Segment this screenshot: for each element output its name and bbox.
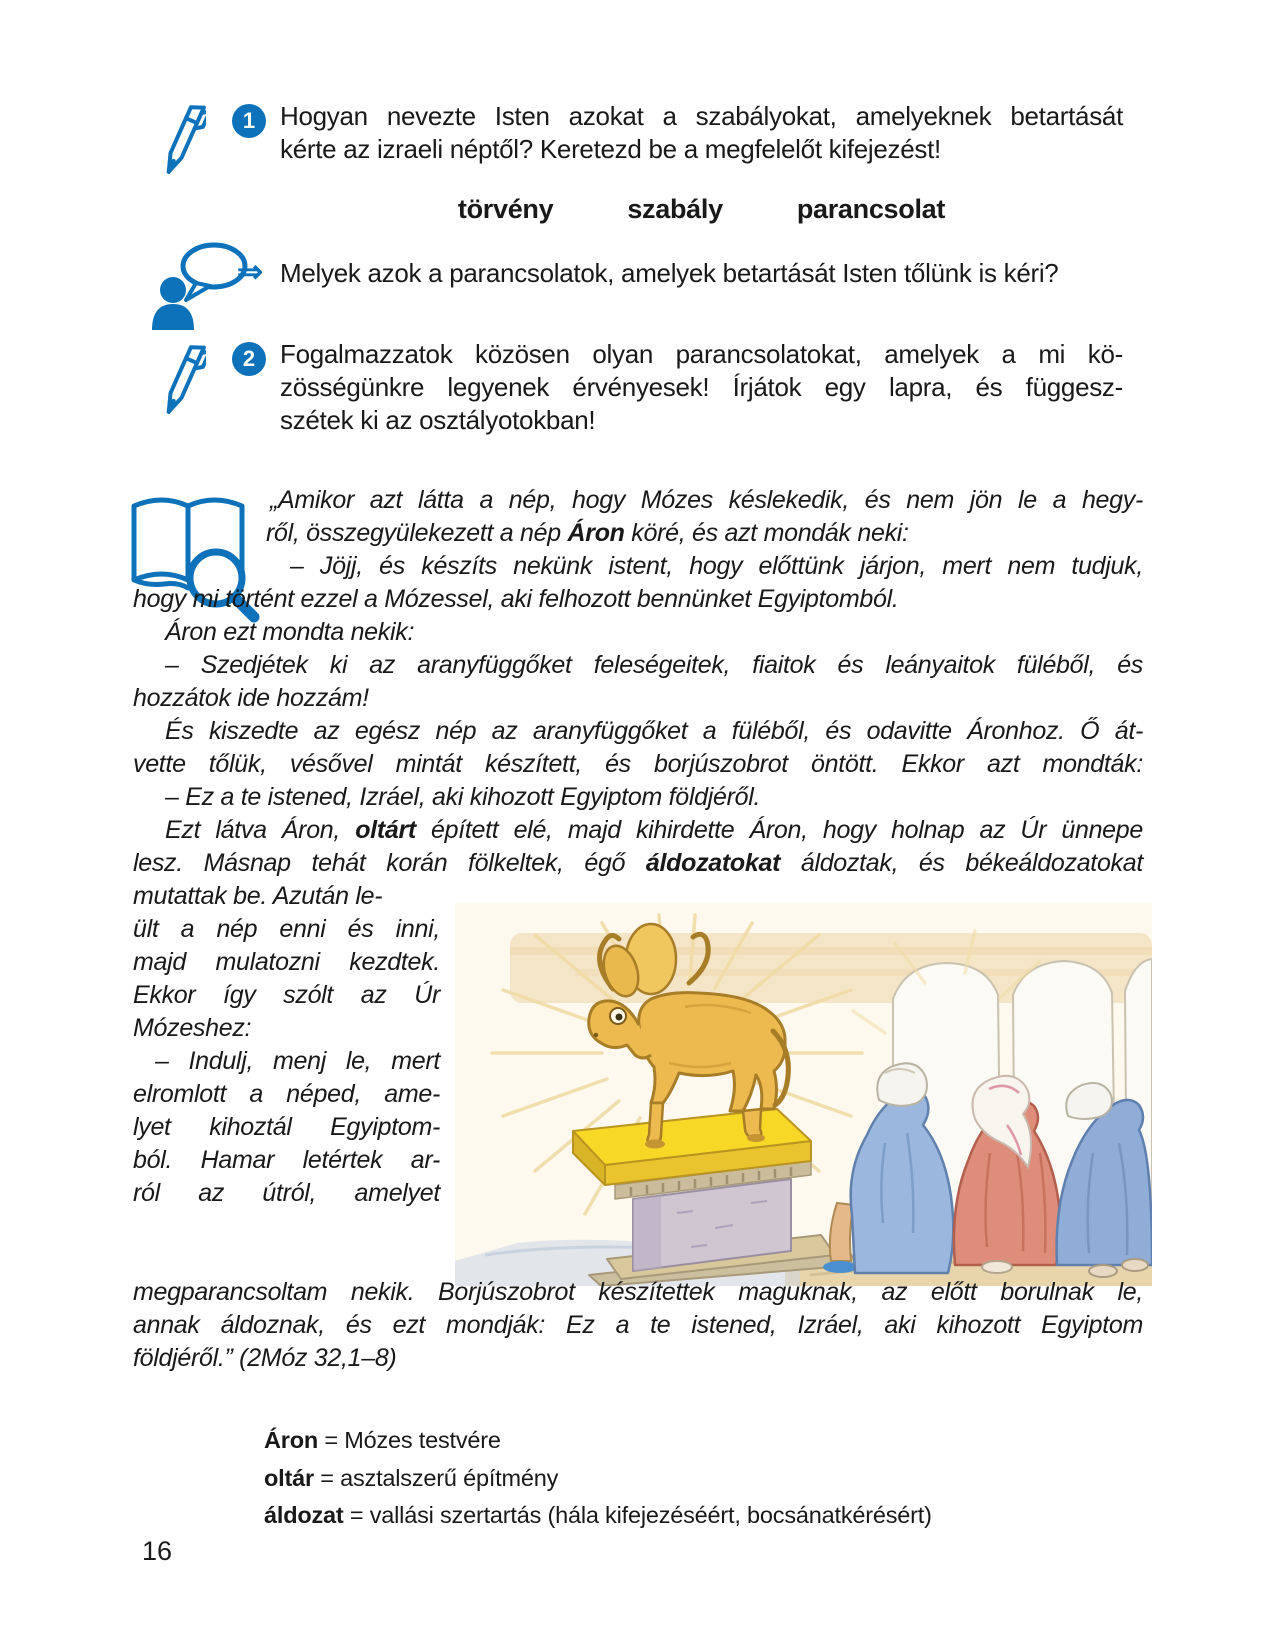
passage-line: Mózeshez: — [133, 1014, 252, 1042]
passage-line: hogy mi történt ezzel a Mózessel, aki felhozott bennünket Egyiptomból. — [133, 585, 899, 613]
option-parancsolat: parancsolat — [796, 194, 946, 224]
task1-text — [280, 100, 1123, 166]
passage-line: – Szedjétek ki az aranyfüggőket feleségeitek, fiaitok és leányaitok füléből, és — [165, 651, 1143, 679]
task2-text — [280, 338, 1123, 437]
passage-line: ről, összegyülekezett a nép Áron köré, és azt mondák neki: — [266, 519, 909, 547]
passage-line: És kiszedte az egész nép az aranyfüggőket a füléből, és odavitte Áronhoz. Ő át- — [165, 717, 1143, 745]
passage-line: – Ez a te istened, Izráel, aki kihozott Egyiptom földjéről. — [165, 783, 761, 811]
glossary — [264, 1422, 932, 1535]
double-arrow-icon: ⇒ — [237, 254, 263, 289]
discussion-text: Melyek azok a parancsolatok, amelyek betartását Isten tőlünk is kéri? — [280, 258, 1059, 288]
passage-line: – Indulj, menj le, mert — [155, 1047, 440, 1075]
passage-line: lyet kihoztál Egyiptom- — [133, 1113, 440, 1141]
glossary-entry: oltár = asztalszerű építmény — [264, 1464, 559, 1491]
passage-line: „Amikor azt látta a nép, hogy Mózes késlekedik, és nem jön le a hegy- — [270, 486, 1143, 514]
passage-line: ról az útról, amelyet — [133, 1179, 440, 1207]
option-torveny: törvény — [457, 194, 554, 224]
pen-icon — [154, 94, 206, 194]
passage-line: – Jöjj, és készíts nekünk istent, hogy előttünk járjon, mert nem tudjuk, — [290, 552, 1143, 580]
glossary-entry: áldozat = vallási szertartás (hála kifejezéséért, bocsánatkérésért) — [264, 1502, 932, 1528]
passage-line: Ezt látva Áron, oltárt épített elé, majd kihirdette Áron, hogy holnap az Úr ünnepe — [165, 816, 1143, 844]
option-szabaly: szabály — [627, 194, 723, 224]
passage-line: annak áldoznak, és ezt mondják: Ez a te istened, Izráel, aki kihozott Egyiptom — [133, 1311, 1143, 1339]
passage-line: majd mulatozni kezdtek. — [133, 948, 440, 976]
golden-calf-illustration — [455, 903, 1152, 1286]
task1-line: kérte az izraeli néptől? Keretezd be a megfelelőt kifejezést! — [280, 134, 941, 164]
glossary-entry: Áron = Mózes testvére — [264, 1427, 501, 1453]
passage-line: ült a nép enni és inni, — [133, 915, 440, 943]
passage-line: Ekkor így szólt az Úr — [133, 981, 440, 1009]
task1-line: Hogyan nevezte Isten azokat a szabályokat, amelyeknek betartását — [280, 101, 1123, 131]
task-number-badge: 2 — [232, 342, 266, 376]
task2-line: szétek ki az osztályotokban! — [280, 405, 596, 435]
passage-line: elromlott a néped, ame- — [133, 1080, 440, 1108]
passage-line: ból. Hamar letértek ar- — [133, 1146, 440, 1174]
passage-bottom — [133, 1276, 1143, 1375]
passage-column — [133, 880, 440, 1210]
task2-line: zösségünkre legyenek érvényesek! Írjátok egy lapra, és függesz- — [280, 372, 1123, 402]
task2-line: Fogalmazzatok közösen olyan parancsolatokat, amelyek a mi kö- — [280, 339, 1123, 369]
pen-icon — [154, 334, 206, 434]
passage-line: lesz. Másnap tehát korán fölkeltek, égő áldozatokat áldoztak, és békeáldozatokat — [133, 849, 1144, 877]
passage-line: vette tőlük, vésővel mintát készített, és borjúszobrot öntött. Ekkor azt mondták: — [133, 750, 1143, 778]
passage-line: mutattak be. Azután le- — [133, 882, 383, 910]
passage-line: földjéről.” (2Móz 32,1–8) — [133, 1344, 397, 1372]
passage-line: megparancsoltam nekik. Borjúszobrot készítettek maguknak, az előtt borulnak le, — [133, 1278, 1143, 1306]
answer-options — [280, 194, 1123, 225]
passage-line: Áron ezt mondta nekik: — [165, 618, 415, 646]
task-number-badge: 1 — [232, 104, 266, 138]
bible-passage — [133, 484, 1143, 880]
page-number: 16 — [142, 1536, 173, 1566]
passage-line: hozzátok ide hozzám! — [133, 684, 369, 712]
